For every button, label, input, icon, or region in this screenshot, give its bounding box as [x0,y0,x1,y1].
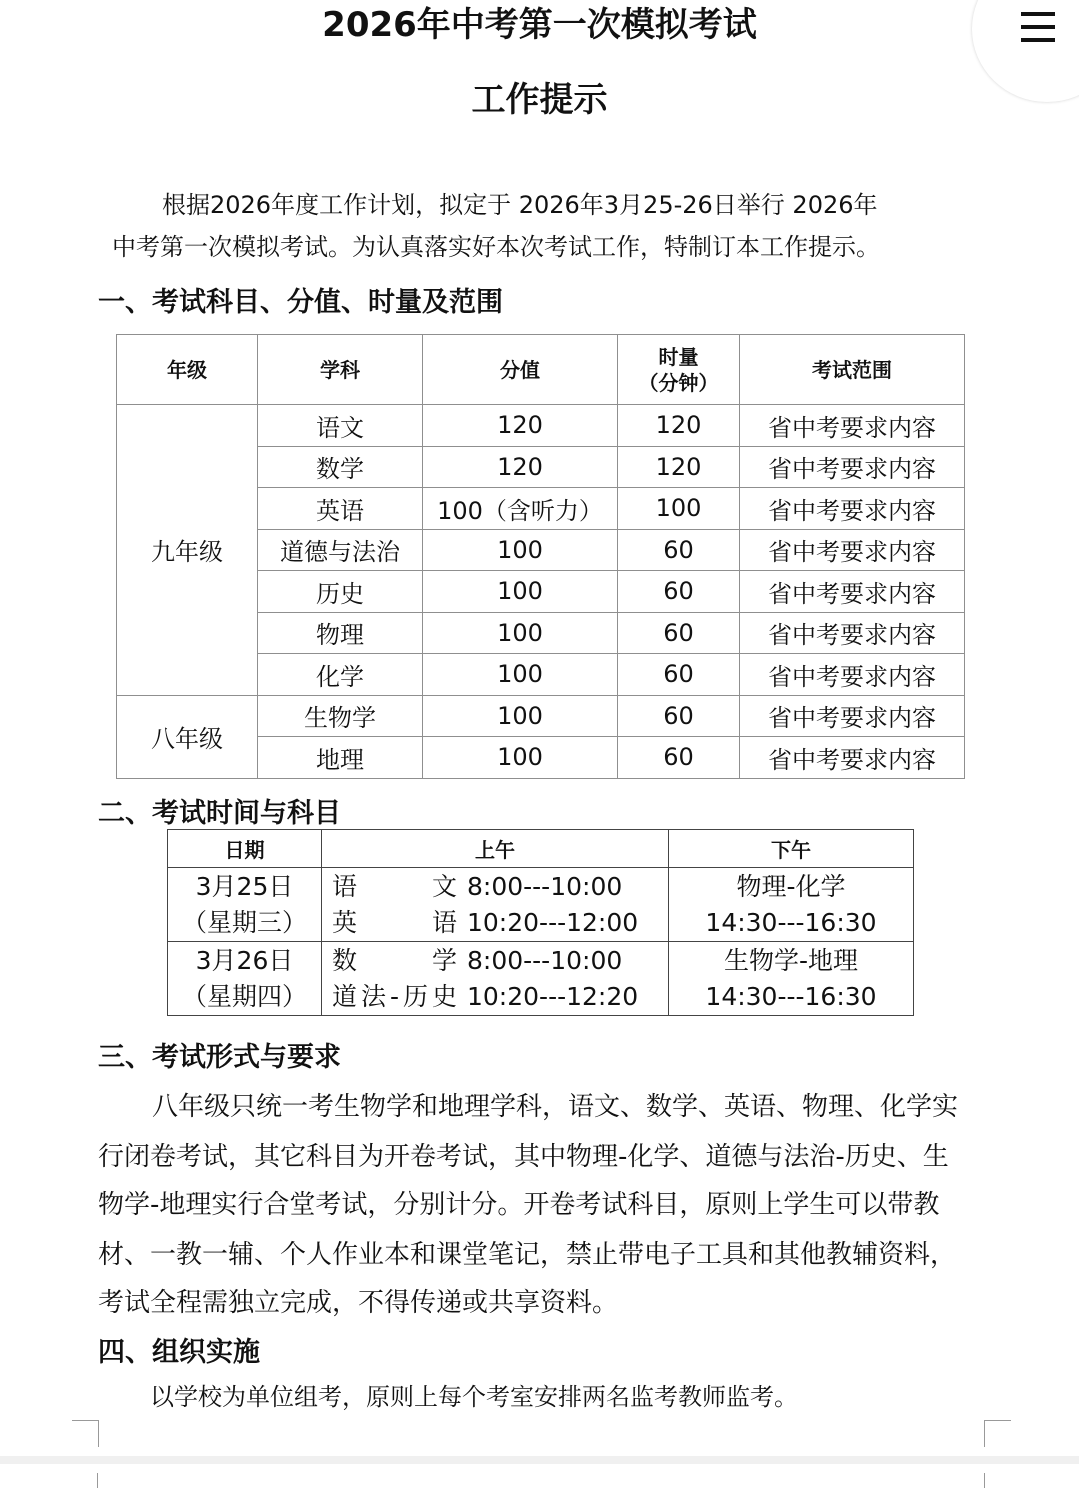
time-cell: 60 [618,737,740,779]
subject-cell: 数学 [258,446,423,488]
time-cell: 60 [618,695,740,737]
schedule-row [168,942,914,1016]
am-session [332,905,668,941]
score-cell: 100 [423,737,618,779]
pm-subject: 生物学-地理 [723,945,859,975]
schedule-row [168,868,914,942]
am-session [332,869,668,905]
weekday-text: （星期四） [181,981,307,1011]
subject-cell: 道德与法治 [258,529,423,571]
scope-cell: 省中考要求内容 [740,405,965,447]
section3-line: 行闭卷考试，其它科目为开卷考试，其中物理-化学、道德与法治-历史、生 [98,1142,949,1172]
section3-line: 材、一教一辅、个人作业本和课堂笔记，禁止带电子工具和其他教辅资料， [98,1240,957,1270]
pm-time: 14:30---16:30 [705,981,877,1011]
page-separator [0,1456,1079,1464]
subject-cell: 生物学 [258,695,423,737]
section3-line: 考试全程需独立完成，不得传递或共享资料。 [98,1288,619,1318]
section4-text: 以学校为单位组考，原则上每个考室安排两名监考教师监考。 [150,1383,798,1411]
am-cell [322,868,669,942]
page-subtitle: 工作提示 [471,80,608,120]
am-time: 8:00---10:00 [467,945,623,975]
am-subject: 英语 [332,907,457,937]
weekday-text: （星期三） [181,907,307,937]
date-text: 3月26日 [195,945,294,975]
intro-line-1: 根据2026年度工作计划，拟定于 2026年3月25-26日举行 2026年 [162,191,878,219]
scope-cell: 省中考要求内容 [740,654,965,696]
time-cell: 120 [618,405,740,447]
page-corner-mark [72,1420,99,1447]
subject-cell: 化学 [258,654,423,696]
date-cell [168,868,322,942]
am-subject: 语文 [332,871,457,901]
am-session [332,979,668,1015]
section2-heading: 二、考试时间与科目 [98,798,341,829]
subject-score-table [116,334,965,779]
scope-cell: 省中考要求内容 [740,529,965,571]
date-cell [168,942,322,1016]
time-cell: 60 [618,612,740,654]
header-date: 日期 [168,830,322,868]
schedule-header-row [168,830,914,868]
header-score: 分值 [423,335,618,405]
section3-heading: 三、考试形式与要求 [98,1042,341,1073]
table-row [117,405,965,447]
am-time: 8:00---10:00 [467,871,623,901]
subject-cell: 历史 [258,571,423,613]
am-subject: 数学 [332,945,457,975]
score-cell: 100 [423,654,618,696]
grade-9-cell: 九年级 [117,405,258,696]
scope-cell: 省中考要求内容 [740,612,965,654]
table-header-row [117,335,965,405]
pm-cell [669,942,914,1016]
subject-cell: 物理 [258,612,423,654]
header-scope: 考试范围 [740,335,965,405]
scope-cell: 省中考要求内容 [740,446,965,488]
time-cell: 60 [618,571,740,613]
score-cell: 100 [423,529,618,571]
page-corner-mark [984,1473,985,1488]
pm-cell [669,868,914,942]
grade-8-cell: 八年级 [117,695,258,778]
time-cell: 120 [618,446,740,488]
time-cell: 60 [618,654,740,696]
subject-cell: 英语 [258,488,423,530]
header-subject: 学科 [258,335,423,405]
time-cell: 60 [618,529,740,571]
exam-schedule-table [167,829,914,1016]
section4-heading: 四、组织实施 [98,1337,260,1368]
score-cell: 100（含听力） [423,488,618,530]
page-corner-mark [984,1420,1011,1447]
header-pm: 下午 [669,830,914,868]
score-cell: 100 [423,695,618,737]
am-session [332,943,668,979]
date-text: 3月25日 [195,871,294,901]
scope-cell: 省中考要求内容 [740,737,965,779]
score-cell: 120 [423,446,618,488]
scope-cell: 省中考要求内容 [740,695,965,737]
header-time: 时量 （分钟） [618,335,740,405]
subject-cell: 语文 [258,405,423,447]
scope-cell: 省中考要求内容 [740,571,965,613]
section3-line: 八年级只统一考生物学和地理学科，语文、数学、英语、物理、化学实 [152,1092,959,1122]
page-corner-mark [97,1473,98,1488]
pm-time: 14:30---16:30 [705,907,877,937]
score-cell: 100 [423,612,618,654]
section1-heading: 一、考试科目、分值、时量及范围 [98,287,503,318]
am-cell [322,942,669,1016]
page-title: 2026年中考第一次模拟考试 [322,5,757,45]
scope-cell: 省中考要求内容 [740,488,965,530]
am-time: 10:20---12:00 [467,907,639,937]
am-subject: 道法-历史 [332,981,457,1011]
header-grade: 年级 [117,335,258,405]
subject-cell: 地理 [258,737,423,779]
pm-subject: 物理-化学 [736,871,846,901]
header-am: 上午 [322,830,669,868]
am-time: 10:20---12:20 [467,981,639,1011]
score-cell: 120 [423,405,618,447]
time-cell: 100 [618,488,740,530]
section3-line: 物学-地理实行合堂考试，分别计分。开卷考试科目，原则上学生可以带教 [98,1190,940,1220]
intro-line-2: 中考第一次模拟考试。为认真落实好本次考试工作，特制订本工作提示。 [112,233,880,261]
table-row [117,695,965,737]
score-cell: 100 [423,571,618,613]
